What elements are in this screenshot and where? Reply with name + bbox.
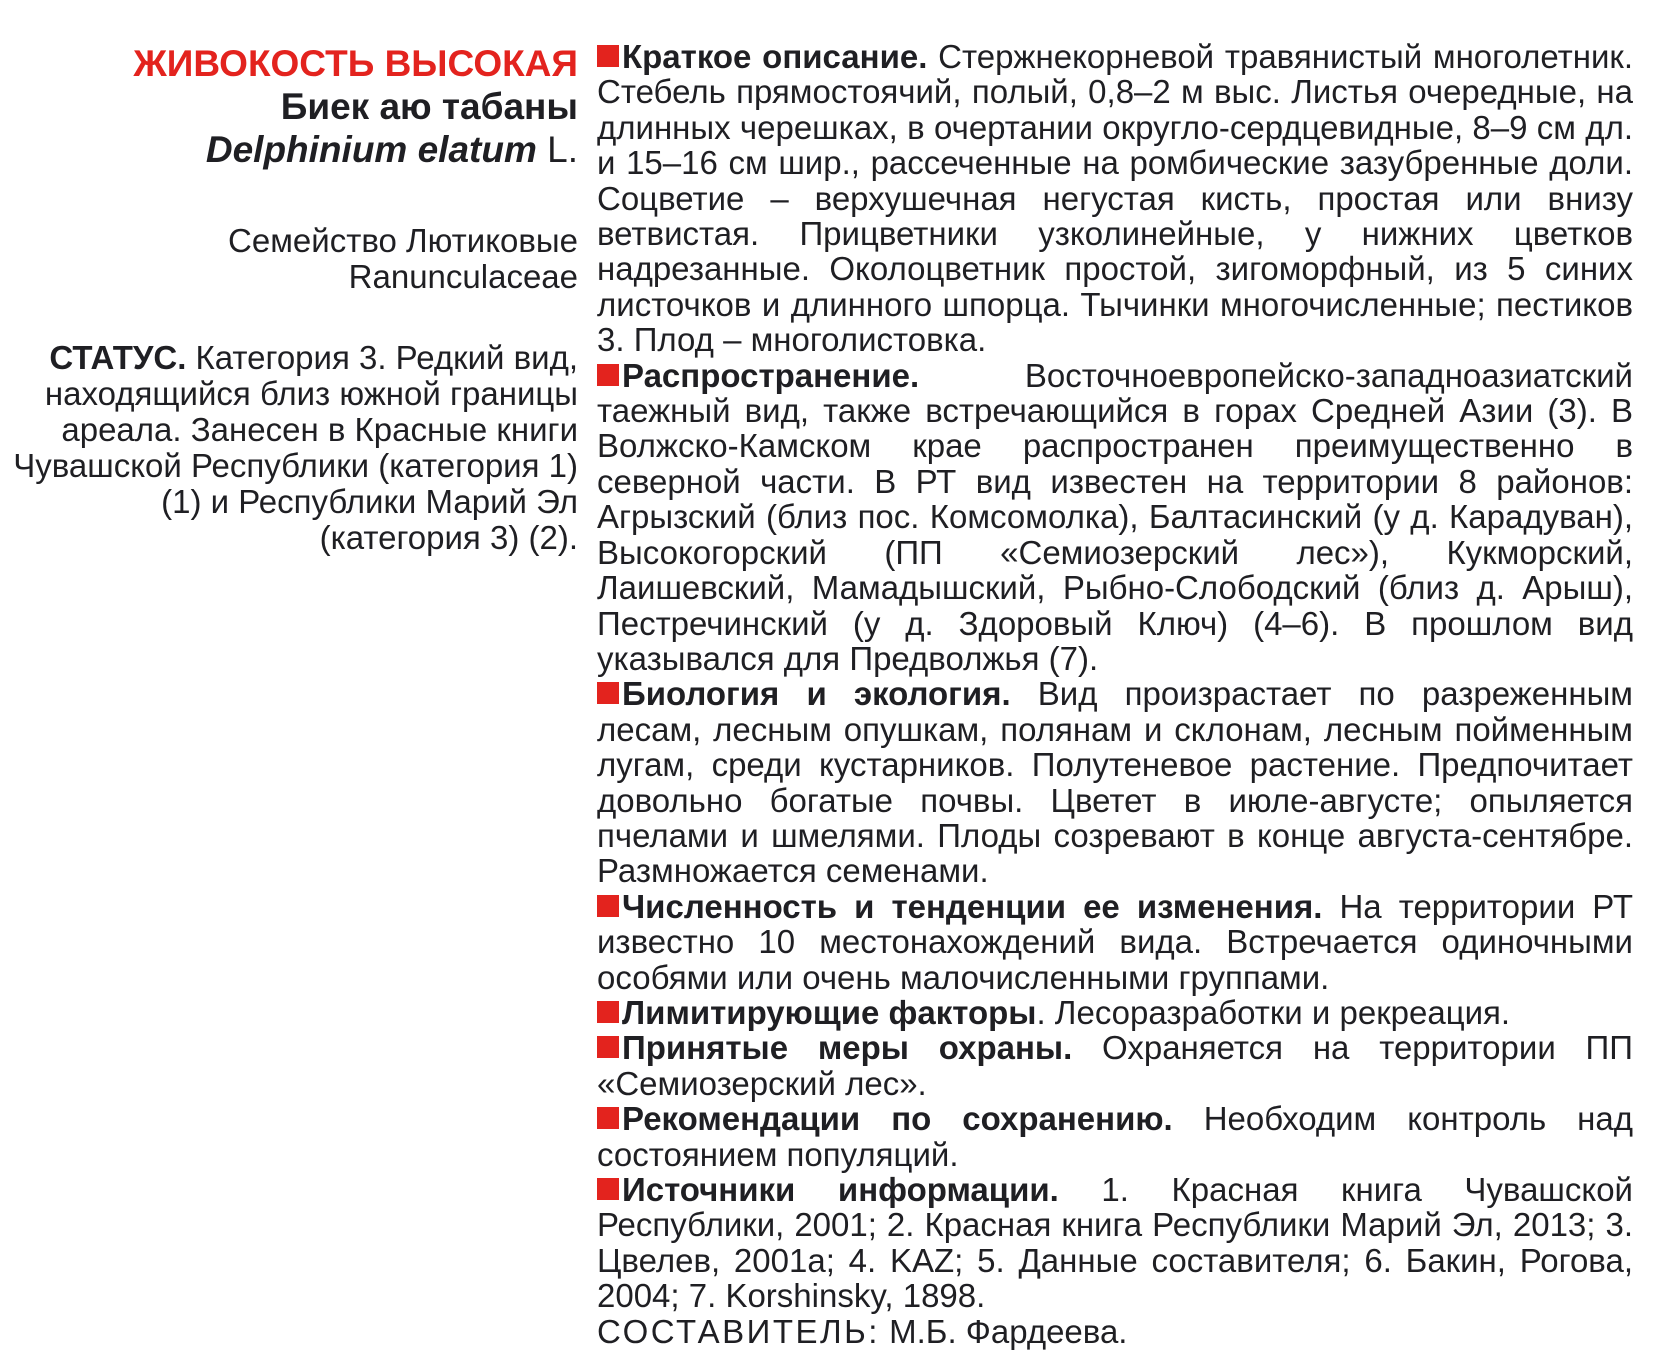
section-heading: Биология и экология. [622, 675, 1011, 713]
section-heading: Краткое описание. [622, 38, 928, 75]
status-paragraph [0, 340, 578, 556]
section-text: Охраняется на территории ПП «Семиозерский лес». [597, 1029, 1633, 1102]
species-title-russian: ЖИВОКОСТЬ ВЫСОКАЯ [133, 43, 578, 84]
compiler-name: М.Б. Фардеева. [879, 1312, 1128, 1350]
section-text: 1. Красная книга Чувашской Республики, 2001; 2. Красная книга Республики Марий Эл, 2013; 3. Цвелев, 2001а; 4. KAZ; 5. Данные составителя; 6. Бакин, Рогова, 2004; 7. Korshinsky, 1898. [597, 1171, 1633, 1315]
section-heading: Источники информации. [622, 1171, 1059, 1208]
section-text: Стержнекорневой травянистый многолетник. Стебель прямостоячий, полый, 0,8–2 м выс. Листья очередные, на длинных черешках, в очертании округло-сердцевидные, 8–9 см дл. и 15–16 см шир., рассеченные на ромбические зазубренные доли. Соцветие – верхушечная негустая кисть, простая или внизу ветвистая. Прицветники узколинейные, у нижних цветков надрезанные. Околоцветник простой, зигоморфный, из 5 синих листочков и длинного шпорца. Тычинки многочисленные; пестиков 3. Плод – многолистовка. [597, 38, 1633, 359]
section-bullet-icon [597, 1036, 619, 1058]
section-biology-ecology [597, 676, 1633, 888]
section-heading: Лимитирующие факторы [622, 993, 1037, 1031]
species-title-latin [0, 128, 578, 171]
section-bullet-icon [597, 364, 619, 386]
section-text: Необходим контроль над состоянием популяций. [597, 1100, 1633, 1173]
species-header-column [0, 42, 578, 556]
status-text: Категория 3. Редкий вид, находящийся близ южной границы ареала. Занесен в Красные книги Чувашской Республики (категория 1) (1) и Республики Марий Эл (категория 3) (2). [13, 339, 578, 556]
section-bullet-icon [597, 1178, 619, 1200]
species-title-tatar: Биек аю табаны [280, 86, 578, 127]
section-limiting-factors [597, 995, 1633, 1030]
compiler-label: СОСТАВИТЕЛЬ: [597, 1312, 880, 1350]
section-information-sources [597, 1172, 1633, 1314]
section-heading: Рекомендации по сохранению. [622, 1100, 1173, 1138]
section-text: . Лесоразработки и рекреация. [1036, 993, 1511, 1031]
family-latin: Ranunculaceae [348, 258, 578, 295]
section-protection-measures [597, 1030, 1633, 1101]
section-bullet-icon [597, 682, 619, 704]
section-bullet-icon [597, 1001, 619, 1023]
latin-binomial: Delphinium elatum [205, 129, 537, 170]
section-text: Вид произрастает по разреженным лесам, лесным опушкам, полянам и склонам, лесным пойменным лугам, среди кустарников. Полутеневое растение. Предпочитает довольно богатые почвы. Цветет в июле-августе; опыляется пчелами и шмелями. Плоды созревают в конце августа-сентябре. Размножается семенами. [597, 675, 1633, 890]
compiler-line [597, 1314, 1633, 1349]
section-conservation-recommendations [597, 1101, 1633, 1172]
section-population-trends [597, 889, 1633, 995]
family-russian: Семейство Лютиковые [228, 222, 578, 259]
section-heading: Принятые меры охраны. [622, 1029, 1073, 1067]
status-label: СТАТУС. [49, 339, 187, 376]
section-brief-description [597, 39, 1633, 358]
section-text: Восточноевропейско-западноазиатский таежный вид, также встречающийся в горах Средней Азии (3). В Волжско-Камском крае распространен преимущественно в северной части. В РТ вид известен на территории 8 районов: Агрызский (близ пос. Комсомолка), Балтасинский (у д. Карадуван), Высокогорский (ПП «Семиозерский лес»), Кукморский, Лаишевский, Мамадышский, Рыбно-Слободский (близ д. Арыш), Пестречинский (у д. Здоровый Ключ) (4–6). В прошлом вид указывался для Предволжья (7). [597, 356, 1633, 677]
section-heading: Численность и тенденции ее изменения. [622, 887, 1323, 925]
family-block [0, 223, 578, 295]
section-heading: Распространение. [622, 356, 920, 394]
main-text-column [597, 39, 1633, 1349]
section-bullet-icon [597, 45, 619, 67]
section-bullet-icon [597, 895, 619, 917]
section-bullet-icon [597, 1107, 619, 1129]
section-distribution [597, 358, 1633, 677]
section-text: На территории РТ известно 10 местонахождений вида. Встречается одиночными особями или очень малочисленными группами. [597, 887, 1633, 996]
latin-author: L. [536, 129, 578, 170]
